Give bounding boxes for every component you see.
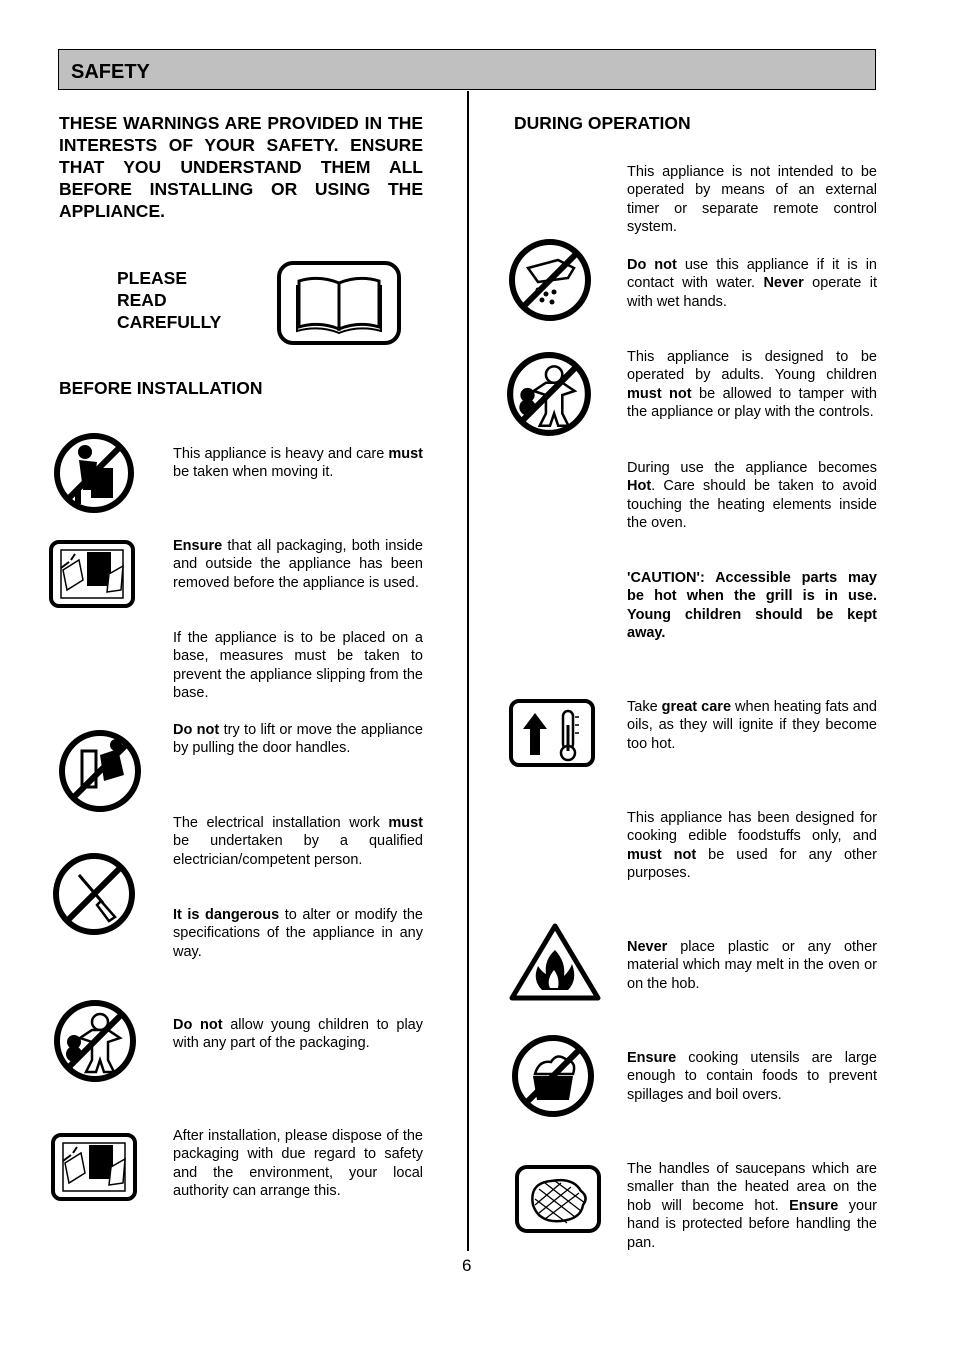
open-book-icon — [277, 261, 401, 345]
before-installation-heading: BEFORE INSTALLATION — [59, 378, 263, 398]
no-children-icon — [52, 998, 138, 1084]
warning-text: Never place plastic or any other material which may melt in the oven or on the hob. — [627, 939, 877, 992]
no-screwdriver-icon — [51, 851, 137, 937]
during-operation-heading: DURING OPERATION — [514, 113, 691, 133]
please-read-line: PLEASE — [117, 268, 188, 288]
section-title: SAFETY — [71, 61, 150, 83]
intro-warning: THESE WARNINGS ARE PROVIDED IN THE INTERESTS OF YOUR SAFETY. ENSURE THAT YOU UNDERSTAND THEM ALL BEFORE INSTALLING OR USING THE APPLIANCE. — [59, 113, 423, 221]
warning-text: The handles of saucepans which are smaller than the heated area on the hob will become hot. Ensure your hand is protected before handling the pan. — [627, 1161, 877, 1251]
warning-text: This appliance is heavy and care must be taken when moving it. — [173, 446, 423, 481]
warning-text: Do not try to lift or move the appliance by pulling the door handles. — [173, 722, 423, 757]
fire-warning-icon — [508, 922, 602, 1002]
please-read-line: CAREFULLY — [117, 312, 222, 332]
no-children-icon — [505, 350, 593, 438]
warning-text: This appliance is designed to be operated by adults. Young children must not be allowed to tamper with the appliance or play with the controls. — [627, 349, 877, 421]
caution-text: 'CAUTION': Accessible parts may be hot when the grill is in use. Young children should be kept away. — [627, 570, 877, 642]
oven-glove-icon — [515, 1165, 601, 1235]
heavy-lift-warning-icon — [53, 432, 135, 514]
warning-text: This appliance is not intended to be operated by means of an external timer or separate remote control system. — [627, 164, 877, 236]
thermometer-heat-icon — [509, 699, 595, 769]
warning-text: It is dangerous to alter or modify the specifications of the appliance in any way. — [173, 907, 423, 960]
packaging-icon — [49, 540, 135, 608]
warning-text: Do not allow young children to play with any part of the packaging. — [173, 1017, 423, 1052]
warning-text: Ensure cooking utensils are large enough to contain foods to prevent spillages and boil overs. — [627, 1050, 877, 1103]
packaging-disposal-icon — [51, 1133, 137, 1201]
boil-over-icon — [511, 1034, 595, 1118]
no-pull-handle-icon — [58, 729, 142, 813]
warning-text: The electrical installation work must be undertaken by a qualified electrician/competent person. — [173, 815, 423, 868]
warning-text: This appliance has been designed for cooking edible foodstuffs only, and must not be used for any other purposes. — [627, 810, 877, 882]
please-read-line: READ — [117, 290, 167, 310]
warning-text: If the appliance is to be placed on a base, measures must be taken to prevent the appliance slipping from the base. — [173, 630, 423, 702]
please-read-label — [117, 267, 221, 333]
column-divider — [467, 91, 469, 1251]
no-wet-hands-icon — [508, 238, 592, 322]
warning-text: Ensure that all packaging, both inside and outside the appliance has been removed before the appliance is used. — [173, 538, 423, 591]
section-header — [58, 49, 876, 90]
page-number: 6 — [462, 1256, 472, 1275]
warning-text: Take great care when heating fats and oils, as they will ignite if they become too hot. — [627, 699, 877, 752]
warning-text: Do not use this appliance if it is in contact with water. Never operate it with wet hands. — [627, 257, 877, 310]
warning-text: After installation, please dispose of the packaging with due regard to safety and the environment, your local authority can arrange this. — [173, 1128, 423, 1200]
warning-text: During use the appliance becomes Hot. Care should be taken to avoid touching the heating elements inside the oven. — [627, 460, 877, 532]
